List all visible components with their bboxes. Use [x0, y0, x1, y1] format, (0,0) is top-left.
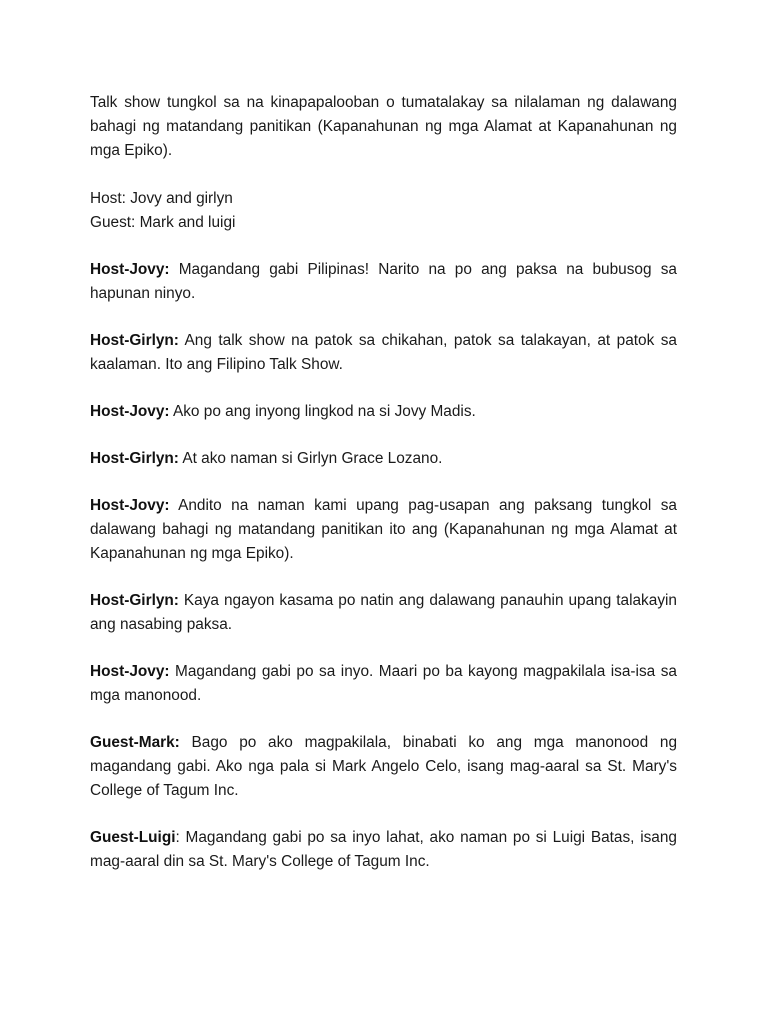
speaker-name: Host-Girlyn:: [90, 592, 179, 609]
dialogue-text: Ang talk show na patok sa chikahan, patok sa talakayan, at patok sa kaalaman. Ito ang Filipino Talk Show.: [90, 332, 677, 373]
speaker-name: Guest-Mark:: [90, 734, 180, 751]
dialogue-line: [90, 258, 677, 306]
dialogue-line: [90, 494, 677, 566]
speaker-name: Host-Jovy:: [90, 663, 170, 680]
speaker-name: Host-Jovy:: [90, 403, 170, 420]
dialogue-text: Magandang gabi po sa inyo. Maari po ba kayong magpakilala isa-isa sa mga manonood.: [90, 663, 677, 704]
roles-block: [90, 187, 677, 235]
speaker-name: Host-Jovy:: [90, 261, 170, 278]
dialogue-text: Bago po ako magpakilala, binabati ko ang mga manonood ng magandang gabi. Ako nga pala si Mark Angelo Celo, isang mag-aaral sa St. Mary's College of Tagum Inc.: [90, 734, 677, 799]
speaker-name: Host-Jovy:: [90, 497, 170, 514]
dialogue-text: Andito na naman kami upang pag-usapan ang paksang tungkol sa dalawang bahagi ng matandang panitikan ito ang (Kapanahunan ng mga Alamat at Kapanahunan ng mga Epiko).: [90, 497, 677, 562]
dialogue-line: [90, 660, 677, 708]
dialogue-text: Magandang gabi Pilipinas! Narito na po ang paksa na bubusog sa hapunan ninyo.: [90, 261, 677, 302]
dialogue-text: At ako naman si Girlyn Grace Lozano.: [178, 450, 443, 467]
guest-line: Guest: Mark and luigi: [90, 214, 236, 231]
document-page: [90, 91, 677, 897]
dialogue-line: [90, 329, 677, 377]
dialogue-line: [90, 589, 677, 637]
dialogue-line: [90, 731, 677, 803]
speaker-name: Guest-Luigi: [90, 829, 176, 846]
dialogue-line: [90, 400, 677, 424]
dialogue-text: Kaya ngayon kasama po natin ang dalawang panauhin upang talakayin ang nasabing paksa.: [90, 592, 677, 633]
dialogue-line: [90, 826, 677, 874]
host-line: Host: Jovy and girlyn: [90, 190, 233, 207]
speaker-name: Host-Girlyn:: [90, 332, 179, 349]
dialogue-text: Ako po ang inyong lingkod na si Jovy Madis.: [169, 403, 476, 420]
dialogue-text: : Magandang gabi po sa inyo lahat, ako naman po si Luigi Batas, isang mag-aaral din sa St. Mary's College of Tagum Inc.: [90, 829, 677, 870]
speaker-name: Host-Girlyn:: [90, 450, 179, 467]
dialogue-line: [90, 447, 677, 471]
intro-paragraph: Talk show tungkol sa na kinapapalooban o tumatalakay sa nilalaman ng dalawang bahagi ng matandang panitikan (Kapanahunan ng mga Alamat at Kapanahunan ng mga Epiko).: [90, 94, 677, 159]
